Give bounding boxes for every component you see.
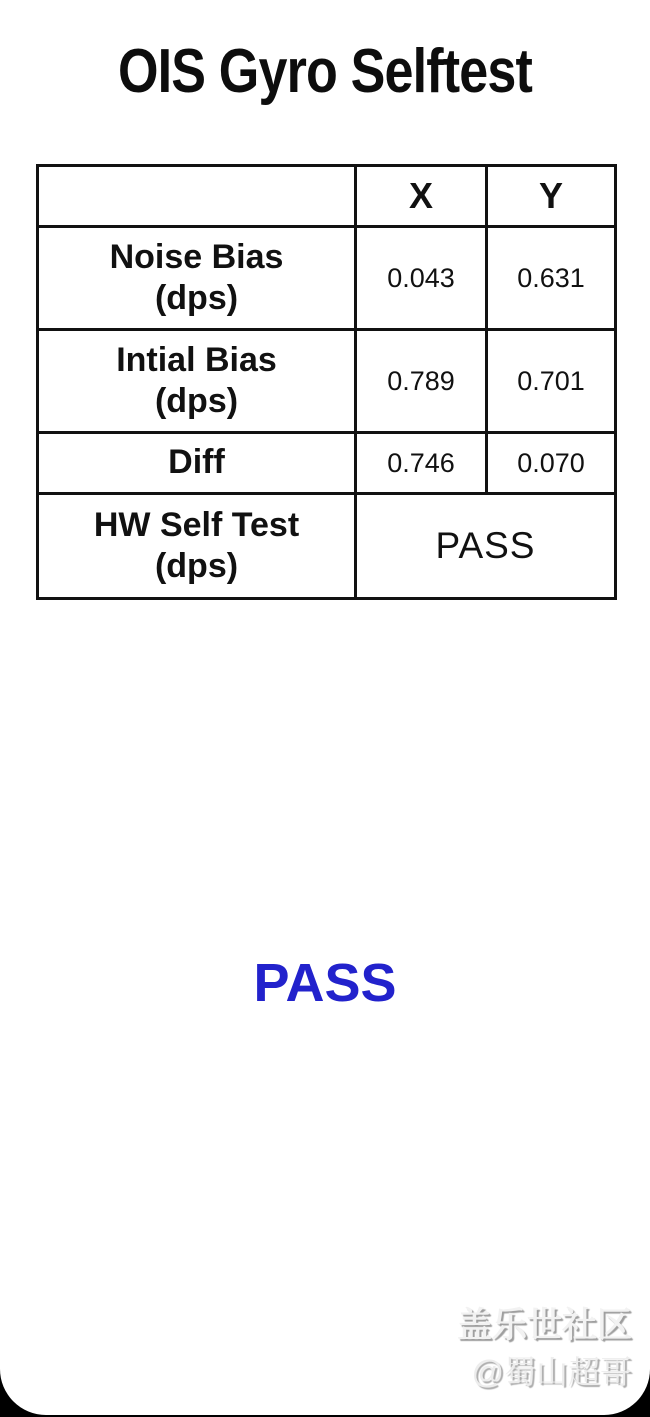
row-label-intial-bias (38, 330, 356, 433)
cell-diff-x: 0.746 (356, 433, 487, 494)
cell-hw-self-test-result: PASS (356, 494, 616, 599)
column-header-y: Y (487, 166, 616, 227)
cell-intial-bias-y: 0.701 (487, 330, 616, 433)
row-label-text: HW Self Test (93, 505, 300, 544)
watermark-user-handle: @蜀山超哥 (471, 1354, 632, 1391)
overall-result-text: PASS (253, 953, 397, 1013)
cell-noise-bias-y: 0.631 (487, 227, 616, 330)
table-row-noise-bias (38, 227, 616, 330)
row-label-noise-bias (38, 227, 356, 330)
cell-diff-y: 0.070 (487, 433, 616, 494)
cell-noise-bias-x: 0.043 (356, 227, 487, 330)
table-row-diff (38, 433, 616, 494)
selftest-results-table (36, 164, 617, 600)
table-corner-cell (38, 166, 356, 227)
cell-intial-bias-x: 0.789 (356, 330, 487, 433)
row-label-unit: (dps) (154, 382, 239, 420)
page-title: OIS Gyro Selftest (117, 37, 533, 106)
row-label-diff (38, 433, 356, 494)
row-label-text: Noise Bias (109, 237, 284, 276)
row-label-unit: (dps) (154, 279, 239, 317)
watermark (457, 1306, 632, 1391)
table-row-hw-self-test (38, 494, 616, 599)
row-label-text: Intial Bias (116, 340, 277, 379)
table-row-intial-bias (38, 330, 616, 433)
row-label-unit: (dps) (154, 547, 239, 585)
column-header-x: X (356, 166, 487, 227)
row-label-hw-self-test (38, 494, 356, 599)
table-header-row (38, 166, 616, 227)
watermark-community-name: 盖乐世社区 (456, 1306, 632, 1345)
row-label-text: Diff (168, 443, 225, 482)
